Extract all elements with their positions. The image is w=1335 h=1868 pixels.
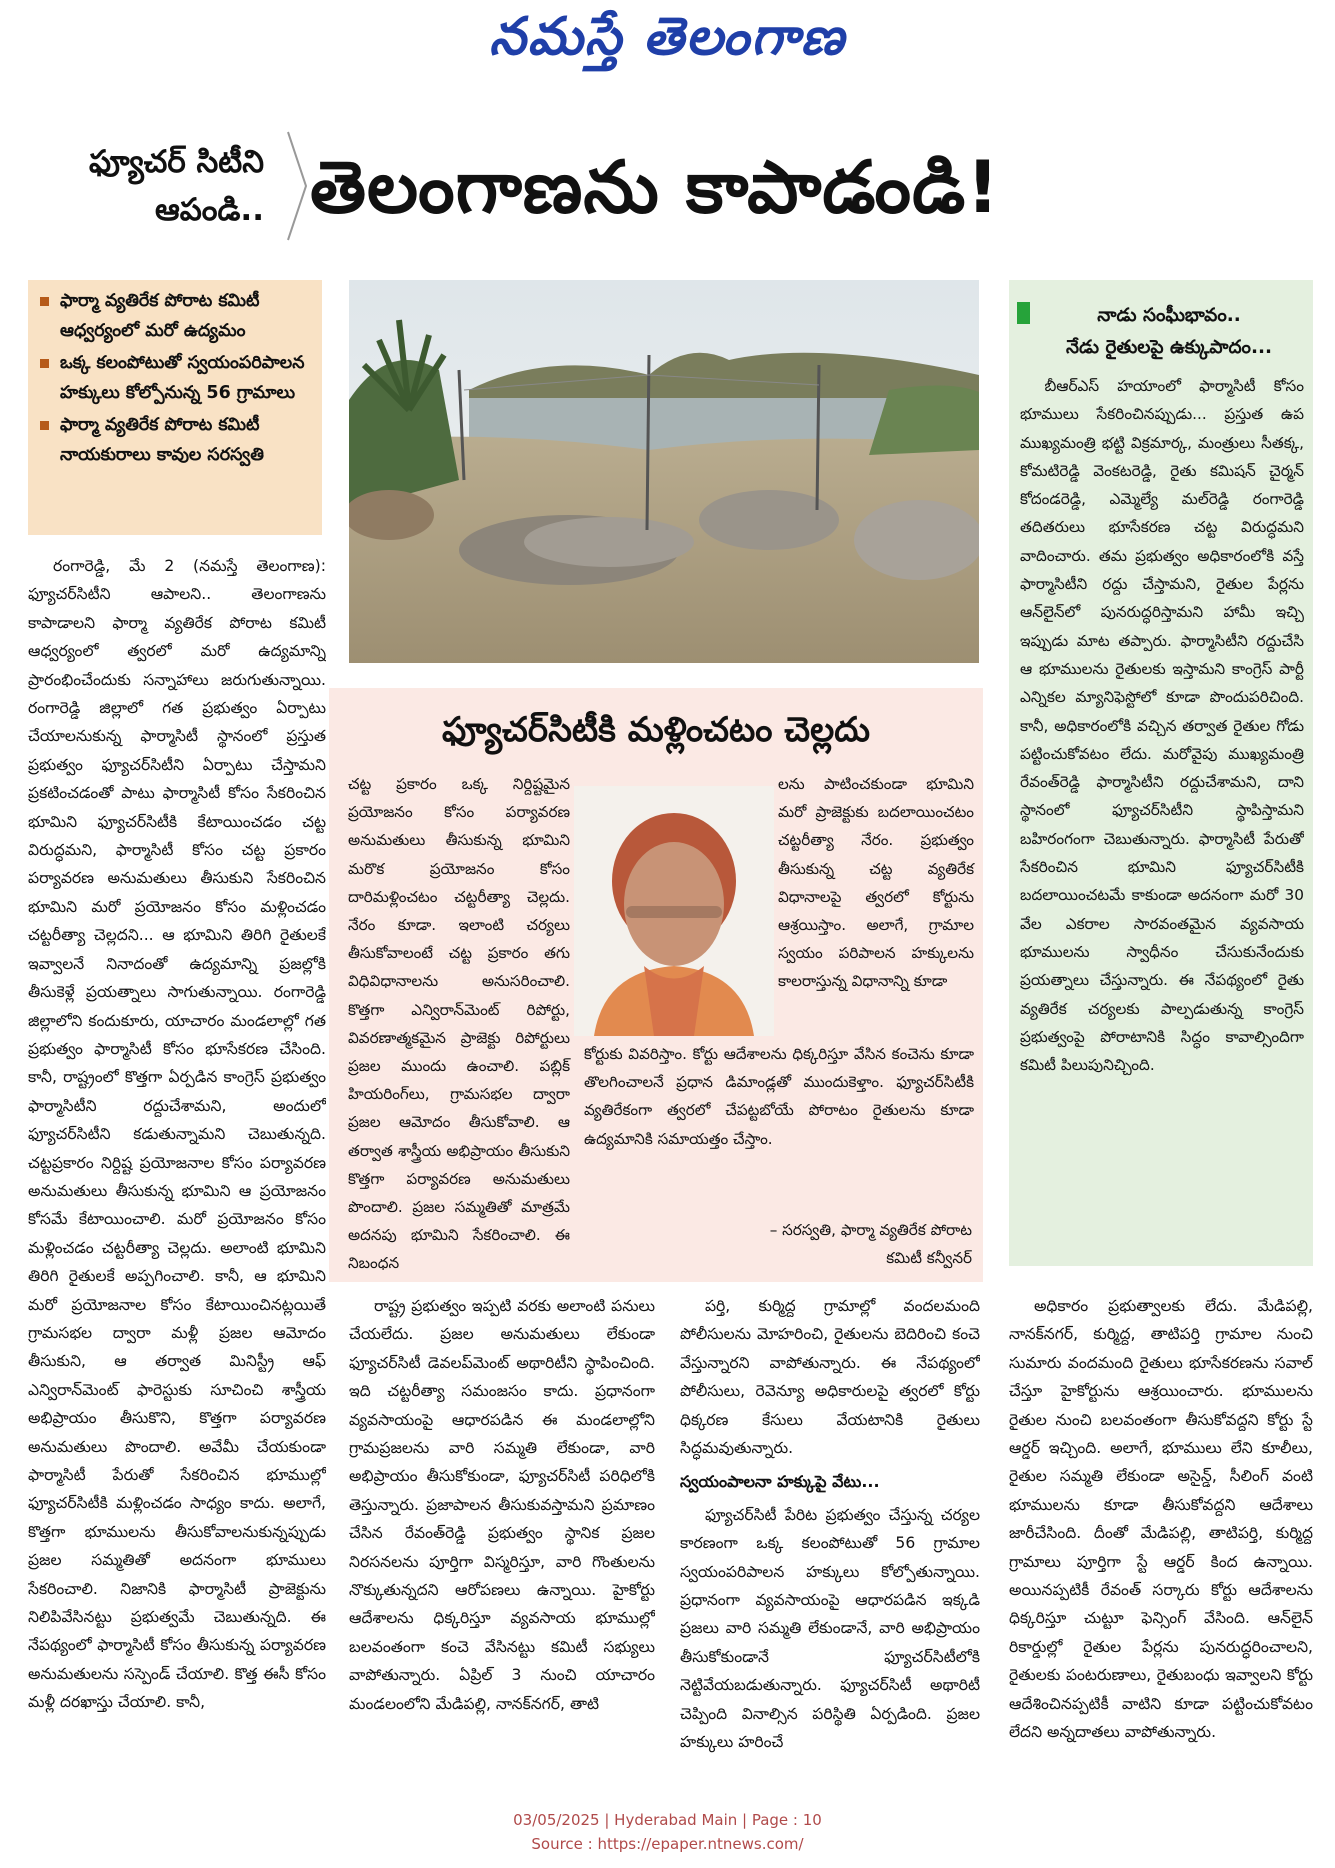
story-text: రాష్ట్ర ప్రభుత్వం ఇప్పటి వరకు అలాంటి పనులు చేయలేదు. ప్రజల అనుమతులు లేకుండా ఫ్యూచర్‌సిటీ డెవలప్‌మెంట్ అథారిటీని స్థాపించింది. ఇది చట్టరీత్యా సమంజసం కాదు. ప్రధానంగా వ్యవసాయంపై ఆధారపడిన ఈ మండలాల్లోని గ్రామప్రజలను వారి సమ్మతి లేకుండా, వారి అభిప్రాయం తీసుకోకుండా, ఫ్యూచర్‌సిటీ పరిధిలోకి తెస్తున్నారు. ప్రజాపాలన తీసుకువస్తామని ప్రమాణం చేసిన రేవంత్‌రెడ్డి ప్రభుత్వం స్థానిక ప్రజల నిరసనలను పూర్తిగా విస్మరిస్తూ, వారి గొంతులను నొక్కుతున్నదని ఆరోపణలు ఉన్నాయి. హైకోర్టు ఆదేశాలను ధిక్కరిస్తూ వ్యవసాయ భూముల్లో బలవంతంగా కంచె వేసినట్టు కమిటీ సభ్యులు వాపోతున్నారు. ఏప్రిల్ 3 నుంచి యాచారం మండలంలోని మేడిపల్లి, నానక్‌నగర్, తాటి xyxy=(349,1297,655,1713)
signature-line-1: – సరస్వతి, ఫార్మా వ్యతిరేక పోరాట xyxy=(769,1221,972,1239)
side-story-paragraph: బీఆర్‌ఎస్ హయాంలో ఫార్మాసిటీ కోసం భూములు సేకరించినప్పుడు... ప్రస్తుత ఉప ముఖ్యమంత్రి భట్టి విక్రమార్క, మంత్రులు సీతక్క, కోమటిరెడ్డి వెంకటరెడ్డి, రైతు కమిషన్ చైర్మన్ కోదండరెడ్డి, ఎమ్మెల్యే మల్‌రెడ్డి రంగారెడ్డి తదితరులు భూసేకరణ చట్ట విరుద్ధమని వాదించారు. తమ ప్రభుత్వం అధికారంలోకి వస్తే ఫార్మాసిటీని రద్దు చేస్తామని, రైతుల పేర్లను ఆన్‌లైన్‌లో పునరుద్ధరిస్తామని హామీ ఇచ్చి ఇప్పుడు మాట తప్పారు. ఫార్మాసిటీని రద్దుచేసి ఆ భూములను రైతులకు ఇస్తామని కాంగ్రెస్ పార్టీ ఎన్నికల మ్యానిఫెస్టోలో కూడా పొందుపరిచింది. కానీ, అధికారంలోకి వచ్చిన తర్వాత రైతుల గోడు పట్టించుకోవటం లేదు. మరోవైపు ముఖ్యమంత్రి రేవంత్‌రెడ్డి ఫార్మాసిటీని రద్దుచేశామని, దాని స్థానంలో ఫ్యూచర్‌సిటీని స్థాపిస్తామని బహిరంగంగా చెబుతున్నారు. ఫార్మాసిటీ పేరుతో సేకరించిన భూమిని ఫ్యూచర్‌సిటీకి బదలాయించటమే కాకుండా అదనంగా మరో 30 వేల ఎకరాల సారవంతమైన వ్యవసాయ భూములను స్వాధీనం చేసుకునేందుకు ప్రయత్నాలు చేస్తున్నారు. ఈ నేపథ్యంలో రైతు వ్యతిరేక చర్యలకు పాల్పడుతున్న కాంగ్రెస్ ప్రభుత్వంపై పోరాటానికి సిద్ధం కావాల్సిందిగా కమిటీ పిలుపునిచ్చింది. xyxy=(1020,377,1304,1075)
highlight-item: ఫార్మా వ్యతిరేక పోరాట కమిటీ నాయకురాలు కావుల సరస్వతి xyxy=(36,410,314,470)
story-column-2 xyxy=(349,1292,655,1796)
masthead xyxy=(0,6,1335,84)
green-marker-icon xyxy=(1017,302,1030,324)
signature-line-2: కమిటీ కన్వీనర్ xyxy=(886,1249,972,1267)
footer-source: Source : https://epaper.ntnews.com/ xyxy=(531,1835,804,1853)
highlight-item: ఒక్క కలంపోటుతో స్వయంపరిపాలన హక్కులు కోల్పోనున్న 56 గ్రామాలు xyxy=(36,348,314,408)
portrait-photo xyxy=(574,786,774,1036)
story-column-3 xyxy=(680,1292,980,1796)
subheading: స్వయంపాలనా హక్కుపై వేటు... xyxy=(680,1472,880,1492)
story-column-4 xyxy=(1009,1292,1313,1796)
kicker-divider xyxy=(286,130,310,242)
kicker-line-2: ఆపండి.. xyxy=(155,192,264,228)
page-footer xyxy=(0,1808,1335,1860)
highlight-item: ఫార్మా వ్యతిరేక పోరాట కమిటీ ఆధ్వర్యంలో మరో ఉద్యమం xyxy=(36,286,314,346)
story-text: రంగారెడ్డి, మే 2 (నమస్తే తెలంగాణ): ఫ్యూచర్‌సిటీని ఆపాలని.. తెలంగాణను కాపాడాలని ఫార్మా వ్యతిరేక పోరాట కమిటీ ఆధ్వర్యంలో త్వరలో మరో ఉద్యమాన్ని ప్రారంభించేందుకు సన్నాహాలు జరుగుతున్నాయి. రంగారెడ్డి జిల్లాలో గత ప్రభుత్వం ఏర్పాటు చేయాలనుకున్న ఫార్మాసిటీ స్థానంలో ప్రస్తుత ప్రభుత్వం ఫ్యూచర్‌సిటీని ఏర్పాటు చేస్తామని ప్రకటించడంతో పాటు ఫార్మాసిటీ కోసం సేకరించిన భూమిని ఫ్యూచర్‌సిటీకి కేటాయించడం చట్ట విరుద్ధమని, ఫార్మాసిటీ కోసం చట్ట ప్రకారం పర్యావరణ అనుమతులు తీసుకుని సేకరించిన భూమిని మరో ప్రయోజనం కోసం మళ్లించడం చట్టరీత్యా చెల్లదని... ఆ భూమిని తిరిగి రైతులకే ఇవ్వాలనే నినాదంతో ఉద్యమాన్ని ప్రజల్లోకి తీసుకెళ్లే ప్రయత్నాలు సాగుతున్నాయి. రంగారెడ్డి జిల్లాలోని కందుకూరు, యాచారం మండలాల్లో గత ప్రభుత్వం ఫార్మాసిటీ కోసం భూసేకరణ చేసింది. కానీ, రాష్ట్రంలో కొత్తగా ఏర్పడిన కాంగ్రెస్ ప్రభుత్వం ఫార్మాసిటీని రద్దుచేశామని, అందులో ఫ్యూచర్‌సిటీని కడుతున్నామని చెబుతున్నది. చట్టప్రకారం నిర్దిష్ట ప్రయోజనాల కోసం పర్యావరణ అనుమతులు తీసుకున్న భూమిని ఆ ప్రయోజనం కోసమే కేటాయించాలి. మరో ప్రయోజనం కోసం మళ్లించడం చట్టరీత్యా చెల్లదు. అలాంటి భూమిని తిరిగి రైతులకే అప్పగించాలి. కానీ, ఆ భూమిని మరో ప్రయోజనాల కోసం కేటాయించినట్లయితే గ్రామసభల ద్వారా మళ్లీ ప్రజల ఆమోదం తీసుకుని, ఆ తర్వాత మినిస్ట్రీ ఆఫ్ ఎన్విరాన్‌మెంట్ ఫారెస్టుకు సూచించి శాస్త్రీయ అభిప్రాయం తీసుకొని, కొత్తగా పర్యావరణ అనుమతులు పొందాలి. అవేమీ చేయకుండా ఫార్మాసిటీ పేరుతో సేకరించిన భూముల్లో ఫ్యూచర్‌సిటీకి మళ్లించడం సాధ్యం కాదు. అలాగే, కొత్తగా భూములను తీసుకోవాలనుకున్నప్పుడు ప్రజల సమ్మతితో అదనంగా భూములు సేకరించాలి. నిజానికి ఫార్మాసిటీ ప్రాజెక్టును నిలిపివేసినట్టు ప్రభుత్వమే చెబుతున్నది. ఈ నేపథ్యంలో ఫార్మాసిటీ కోసం తీసుకున్న పర్యావరణ అనుమతులను సస్పెండ్ చేయాలి. కొత్త ఈసీ కోసం మళ్లీ దరఖాస్తు చేయాలి. కానీ, xyxy=(28,557,326,1712)
sidebar-text-right: లను పాటించకుండా భూమిని మరో ప్రాజెక్టుకు బదలాయించటం చట్టరీత్యా నేరం. ప్రభుత్వం తీసుకున్న చట్ట వ్యతిరేక విధానాలపై త్వరలో కోర్టును ఆశ్రయిస్తాం. అలాగే, గ్రామాల స్వయం పరిపాలన హక్కులను కాలరాస్తున్న విధానాన్ని కూడా xyxy=(778,775,974,991)
kicker-line-1: ఫ్యూచర్ సిటీని xyxy=(89,144,264,180)
masthead-title: నమస్తే తెలంగాణ xyxy=(489,6,846,67)
side-story-title-line-1: నాడు సంఘీభావం.. xyxy=(1097,305,1241,326)
footer-dateline: 03/05/2025 | Hyderabad Main | Page : 10 xyxy=(513,1811,822,1829)
sidebar-title: ఫ్యూచర్‌సిటీకి మళ్లించటం చెల్లదు xyxy=(441,710,870,750)
side-story-title-line-2: నేడు రైతులపై ఉక్కుపాదం... xyxy=(1065,337,1273,358)
story-text: అధికారం ప్రభుత్వాలకు లేదు. మేడిపల్లి, నానక్‌నగర్, కుర్మిద్ద, తాటిపర్తి గ్రామాల నుంచి సుమారు వందమంది రైతులు భూసేకరణను సవాల్ చేస్తూ హైకోర్టును ఆశ్రయించారు. భూములను రైతుల నుంచి బలవంతంగా తీసుకోవద్దని కోర్టు స్టే ఆర్డర్ ఇచ్చింది. అలాగే, భూములు లేని కూలీలు, రైతుల సమ్మతి లేకుండా అసైన్డ్, సీలింగ్ వంటి భూములను కూడా తీసుకోవద్దని ఆదేశాలు జారీచేసింది. దీంతో మేడిపల్లి, తాటిపర్తి, కుర్మిద్ద గ్రామాలు పూర్తిగా స్టే ఆర్డర్ కింద ఉన్నాయి. అయినప్పటికీ రేవంత్ సర్కారు కోర్టు ఆదేశాలను ధిక్కరిస్తూ చుట్టూ ఫెన్సింగ్ వేసింది. ఆన్‌లైన్ రికార్డుల్లో రైతుల పేర్లను పునరుద్ధరించాలని, రైతులకు పంటరుణాలు, రైతుబంధు ఇవ్వాలని కోర్టు ఆదేశించినప్పటికీ వాటిని కూడా పట్టించుకోవటం లేదని అన్నదాతలు వాపోతున్నారు. xyxy=(1009,1297,1313,1742)
sidebar-text-left: చట్ట ప్రకారం ఒక్క నిర్దిష్టమైన ప్రయోజనం కోసం పర్యావరణ అనుమతులు తీసుకున్న భూమిని మరొక ప్రయోజనం కోసం దారిమళ్లించటం చట్టరీత్యా చెల్లదు. నేరం కూడా. ఇలాంటి చర్యలు తీసుకోవాలంటే చట్ట ప్రకారం తగు విధివిధానాలను అనుసరించాలి. కొత్తగా ఎన్విరాన్‌మెంట్ రిపోర్టు, వివరణాత్మకమైన ప్రాజెక్టు రిపోర్టులు ప్రజల ముందు ఉంచాలి. పబ్లిక్ హియరింగ్‌లు, గ్రామసభల ద్వారా ప్రజల ఆమోదం తీసుకోవాలి. ఆ తర్వాత శాస్త్రీయ అభిప్రాయం తీసుకుని కొత్తగా పర్యావరణ అనుమతులు పొందాలి. ప్రజల సమ్మతితో మాత్రమే అదనపు భూమిని సేకరించాలి. ఈ నిబంధన xyxy=(348,775,570,1273)
story-text: ఫ్యూచర్‌సిటీ పేరిట ప్రభుత్వం చేస్తున్న చర్యల కారణంగా ఒక్క కలంపోటుతో 56 గ్రామాల స్వయంపరిపాలన హక్కులు కోల్పోతున్నాయి. ప్రధానంగా వ్యవసాయంపై ఆధారపడిన ఇక్కడి ప్రజలు వారి సమ్మతి లేకుండానే, వారి అభిప్రాయం తీసుకోకుండానే ఫ్యూచర్‌సిటీలోకి నెట్టివేయబడుతున్నారు. ఫ్యూచర్‌సిటీ అథారిటీ చెప్పింది వినాల్సిన పరిస్థితి ఏర్పడింది. ప్రజల హక్కులు హరించే xyxy=(680,1505,980,1752)
story-text: పర్తి, కుర్మిద్ద గ్రామాల్లో వందలమంది పోలీసులను మోహరించి, రైతులను బెదిరించి కంచె వేస్తున్నారని వాపోతున్నారు. ఈ నేపథ్యంలో పోలీసులు, రెవెన్యూ అధికారులపై త్వరలో కోర్టు ధిక్కరణ కేసులు వేయటానికి రైతులు సిద్ధమవుతున్నారు. xyxy=(680,1297,980,1458)
kicker xyxy=(28,138,286,238)
sidebar-signature xyxy=(600,1216,972,1272)
sidebar-text-bottom: కోర్టుకు వివరిస్తాం. కోర్టు ఆదేశాలను ధిక్కరిస్తూ వేసిన కంచెను కూడా తొలగించాలనే ప్రధాన డిమాండ్లతో ముందుకెళ్తాం. ఫ్యూచర్‌సిటీకి వ్యతిరేకంగా త్వరలో చేపట్టబోయే పోరాటం రైతులను కూడా ఉద్యమానికి సమాయత్తం చేస్తాం. xyxy=(584,1045,974,1148)
side-story-title xyxy=(1030,300,1308,364)
story-column-1 xyxy=(28,552,326,1796)
side-story-text xyxy=(1020,372,1304,1252)
headline: తెలంగాణను కాపాడండి! xyxy=(310,145,1001,229)
highlights-box xyxy=(28,280,322,535)
lake-photo xyxy=(349,280,979,663)
